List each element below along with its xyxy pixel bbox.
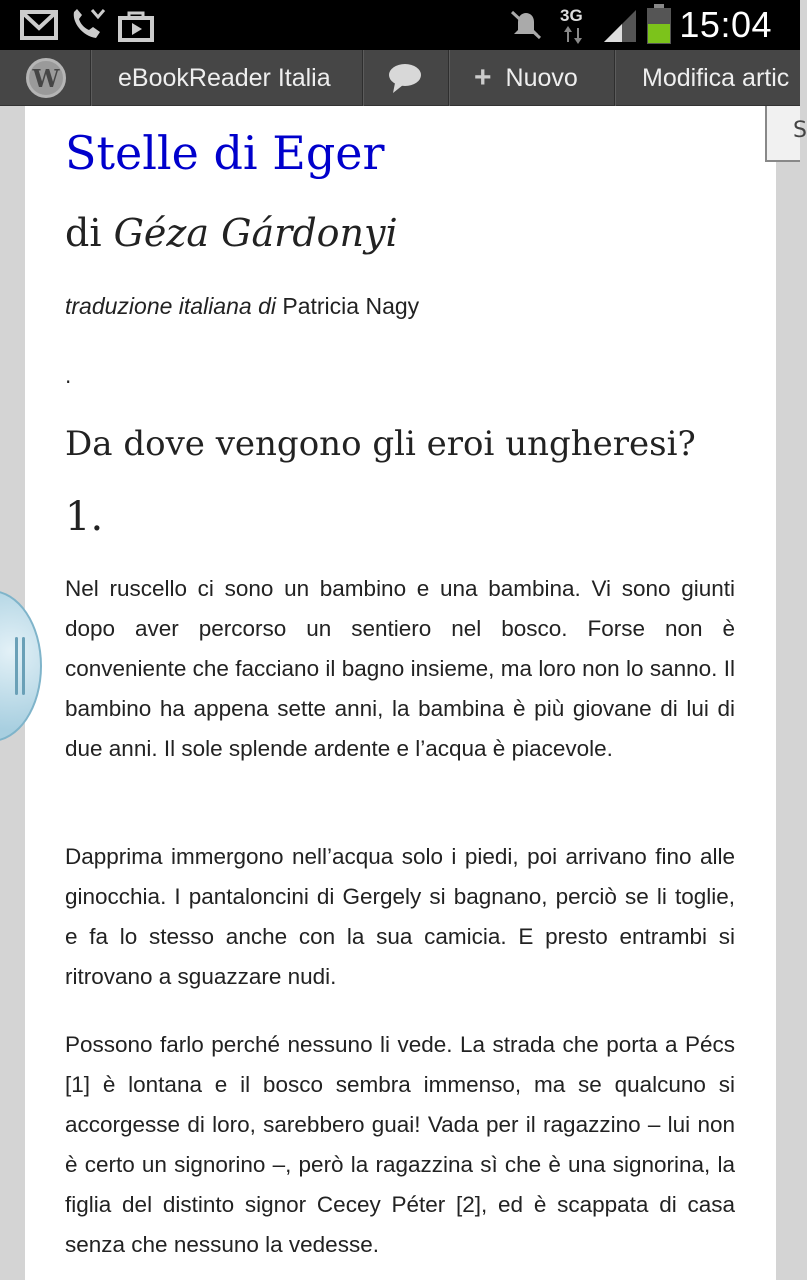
- translator-line: [65, 293, 419, 320]
- paragraph-1: Nel ruscello ci sono un bambino e una bambina. Vi sono giunti dopo aver percorso un sentiero nel bosco. Forse non è conveniente che facciano il bagno insieme, ma loro non lo sanno. Il bambino ha appena sette anni, la bambina è più giovane di lui di due anni. Il sole splende ardente e l’acqua è piacevole.: [65, 576, 735, 761]
- author-name: Géza Gárdonyi: [113, 211, 398, 255]
- separator: [90, 50, 92, 106]
- signal-icon: [600, 8, 640, 42]
- missed-call-icon: [68, 8, 108, 42]
- translator-name: Patricia Nagy: [275, 293, 420, 319]
- new-content-button[interactable]: [474, 50, 578, 106]
- edit-article-link[interactable]: Modifica artic: [642, 63, 790, 92]
- wordpress-logo-icon: W: [26, 58, 66, 98]
- separator: [362, 50, 364, 106]
- network-type: 3G: [560, 6, 583, 25]
- comments-link[interactable]: [386, 50, 424, 106]
- article-author: [65, 211, 398, 255]
- side-tab[interactable]: S: [765, 106, 800, 162]
- status-bar: [0, 0, 800, 50]
- transfer-icon: [562, 26, 584, 44]
- separator-dot: .: [65, 364, 72, 388]
- gmail-icon: [20, 8, 60, 42]
- admin-bar: [0, 50, 800, 106]
- chapter-number: 1.: [65, 494, 104, 540]
- store-icon: [118, 8, 156, 42]
- plus-icon: +: [474, 61, 492, 94]
- author-prefix: di: [65, 211, 114, 255]
- paragraph-3: Possono farlo perché nessuno li vede. La strada che porta a Pécs [1] è lontana e il bosco sembra immenso, ma se qualcuno si accorgesse di loro, sarebbero guai! Vada per il ragazzino – lui non è certo un signorino –, però la ragazzina sì che è una signorina, la figlia del distinto signor Cecey Péter [2], ed è scappata di casa senza che nessuno la vedesse.: [65, 1032, 735, 1257]
- article-page: [25, 106, 776, 1280]
- separator: [614, 50, 616, 106]
- paragraph-2: Dapprima immergono nell’acqua solo i piedi, poi arrivano fino alle ginocchia. I pantaloncini di Gergely si bagnano, perciò se li toglie, e fa lo stesso anche con la sua camicia. E presto entrambi si ritrovano a sguazzare nudi.: [65, 844, 735, 989]
- site-name-link[interactable]: eBookReader Italia: [118, 63, 331, 92]
- battery-icon: [646, 4, 672, 44]
- clock: 15:04: [679, 4, 772, 45]
- translator-prefix: traduzione italiana di: [65, 293, 276, 319]
- separator: [448, 50, 450, 106]
- handle-grip-icon: [15, 637, 18, 695]
- chapter-title: Da dove vengono gli eroi ungheresi?: [65, 424, 696, 464]
- comment-bubble-icon: [386, 61, 424, 95]
- wordpress-menu[interactable]: [26, 50, 66, 106]
- new-label: Nuovo: [505, 63, 578, 92]
- handle-grip-icon: [22, 637, 25, 695]
- mute-icon: [508, 8, 544, 42]
- article-title[interactable]: Stelle di Eger: [65, 126, 385, 180]
